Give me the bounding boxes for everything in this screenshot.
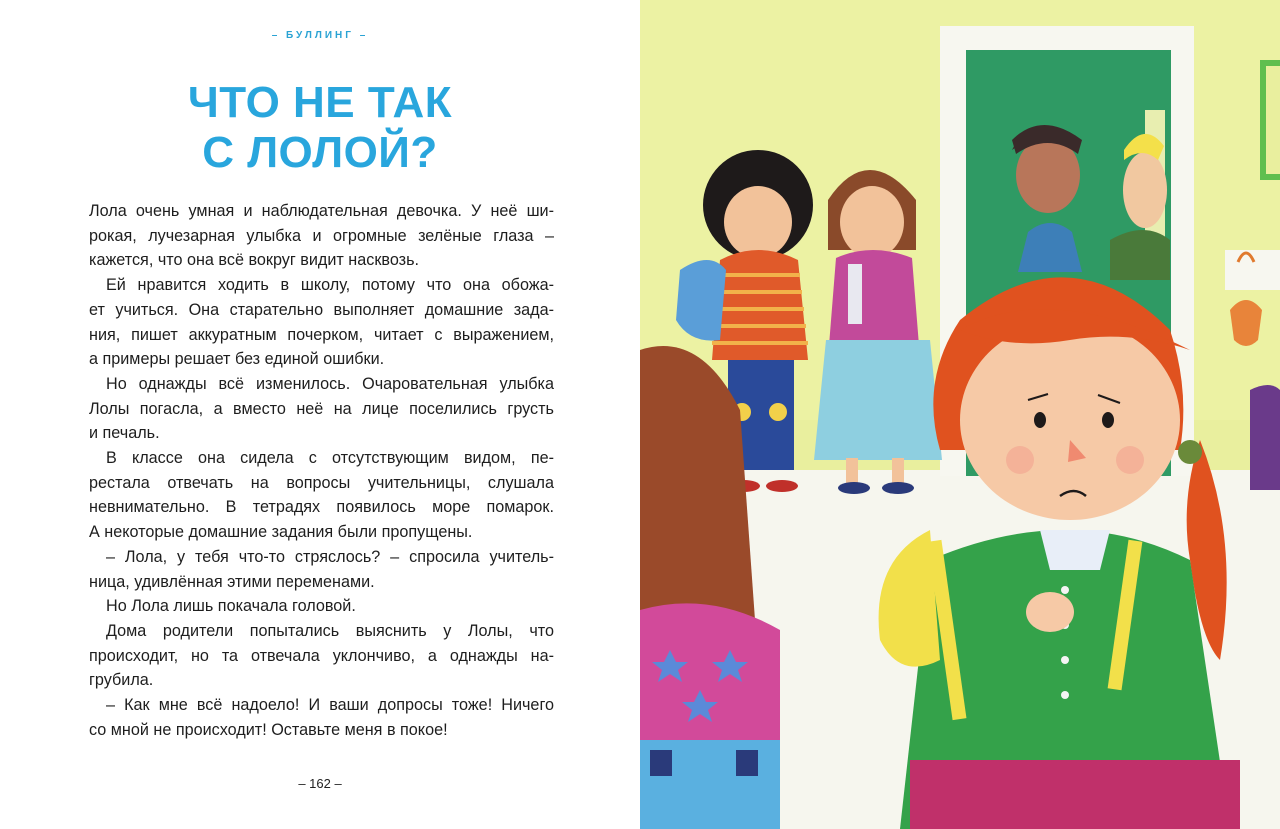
- text-line: рокая, лучезарная улыбка и огромные зелёные глаза –: [89, 226, 554, 245]
- illustration-page: [640, 0, 1280, 829]
- page-title: [0, 78, 640, 178]
- text-line: и печаль.: [89, 424, 160, 443]
- coat-hook-rail: [1225, 250, 1280, 290]
- text-line: Но Лола лишь покачала головой.: [106, 597, 356, 616]
- text-line: ница, удивлённая этими переменами.: [89, 572, 375, 591]
- text-line: происходит, но та отвечала уклончиво, а однажды на-: [89, 646, 554, 665]
- brown-girl-skirt: [814, 340, 942, 460]
- text-line: – Лола, у тебя что-то стряслось? – спросила учитель-: [106, 547, 554, 566]
- text-line: невнимательно. В тетрадях появилось море помарок.: [89, 498, 554, 517]
- student-right-edge: [1250, 385, 1280, 490]
- text-line: А некоторые домашние задания были пропущены.: [89, 523, 473, 542]
- curly-girl-backpack: [676, 260, 726, 341]
- text-line: Но однажды всё изменилось. Очаровательная улыбка: [106, 374, 554, 393]
- text-line: В классе она сидела с отсутствующим видом, пе-: [106, 449, 554, 468]
- lola-face: [960, 320, 1180, 520]
- curly-girl-head: [724, 186, 792, 258]
- section-label: – БУЛЛИНГ –: [271, 30, 369, 41]
- school-corridor-illustration: [640, 0, 1280, 829]
- text-line: со мной не происходит! Оставьте меня в покое!: [89, 720, 448, 739]
- text-line: Ей нравится ходить в школу, потому что она обожа-: [106, 276, 554, 295]
- story-text: [89, 199, 554, 742]
- text-line: грубила.: [89, 671, 154, 690]
- text-line: ния, пишет аккуратным почерком, читает с выражением,: [89, 325, 554, 344]
- lola-hands: [1026, 592, 1074, 632]
- page-number: – 162 –: [298, 776, 342, 791]
- text-line: – Как мне всё надоело! И ваши допросы тоже! Ничего: [106, 696, 554, 715]
- title-line: С ЛОЛОЙ?: [202, 128, 438, 177]
- text-line: Лолы погасла, а вместо неё на лице поселились грусть: [89, 399, 554, 418]
- brown-girl-head: [840, 186, 904, 258]
- title-line: ЧТО НЕ ТАК: [187, 78, 453, 127]
- text-line: рестала отвечать на вопросы учительницы, слушала: [89, 473, 554, 492]
- text-line: а примеры решает без единой ошибки.: [89, 350, 385, 369]
- hanging-bag: [1230, 300, 1262, 346]
- text-line: Дома родители попытались выяснить у Лолы, что: [106, 621, 554, 640]
- text-line: ет учиться. Она старательно выполняет домашние зада-: [89, 300, 554, 319]
- text-line: кажется, что она всё вокруг видит насквозь.: [89, 251, 420, 270]
- lola-skirt: [910, 760, 1240, 829]
- blond-kid-head: [1123, 152, 1167, 228]
- text-line: Лола очень умная и наблюдательная девочка. У неё ши-: [89, 202, 554, 220]
